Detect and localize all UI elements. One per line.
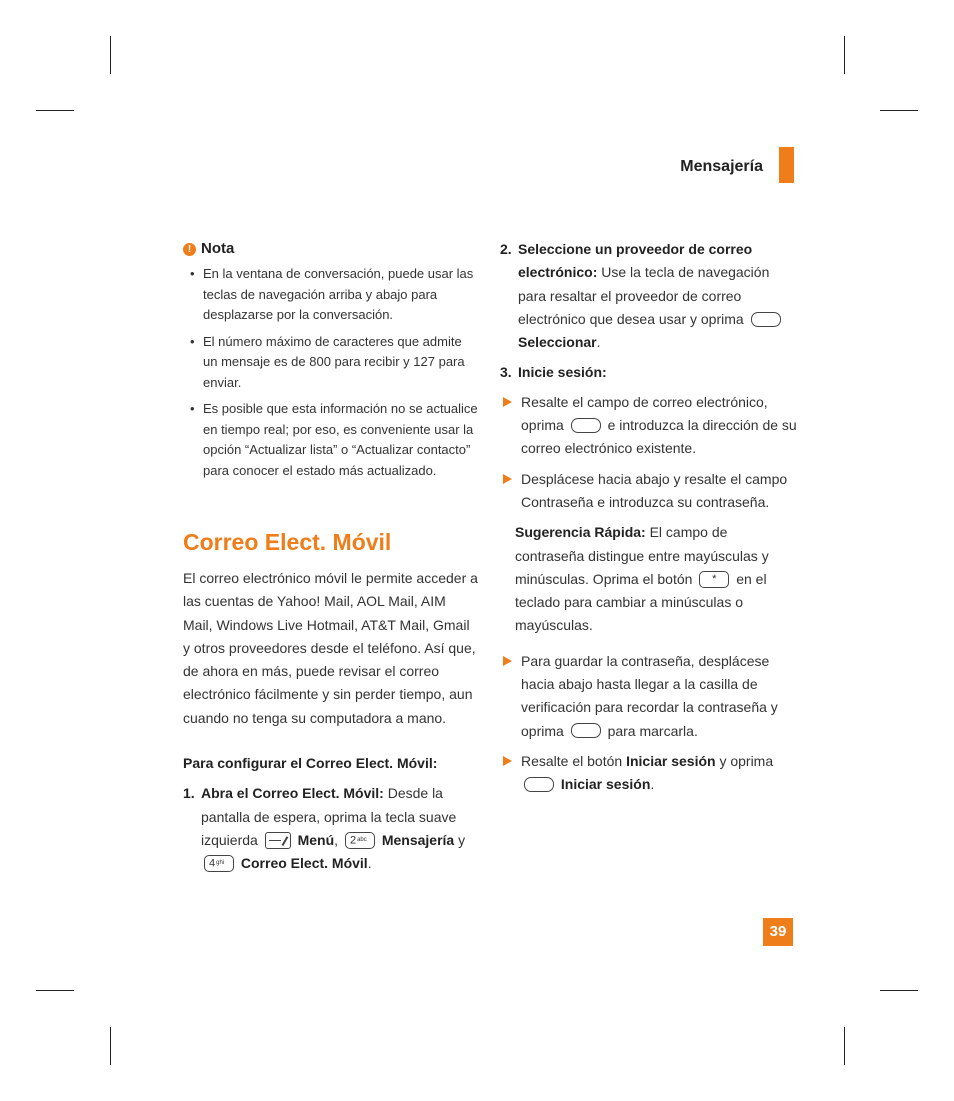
config-heading: Para configurar el Correo Elect. Móvil: <box>183 755 438 772</box>
mensajeria-label: Mensajería <box>381 831 455 848</box>
step-number: 3. <box>500 364 512 381</box>
crop-mark <box>880 110 918 111</box>
list-item: Resalte el botón Iniciar sesión y oprima Iniciar sesión. <box>500 750 800 797</box>
period: . <box>367 855 372 872</box>
seleccionar-label: Seleccionar <box>518 334 597 351</box>
menu-label: Menú <box>297 831 335 848</box>
step-title: Seleccione un proveedor de correo electrónico: <box>518 241 753 281</box>
step-title: Inicie sesión: <box>518 364 607 381</box>
ok-key-icon <box>751 312 781 327</box>
left-column <box>183 238 478 876</box>
note-item: • En la ventana de conversación, puede usar las teclas de navegación arriba y abajo para desplazarse por la conversación. <box>183 264 478 326</box>
list-item: Resalte el campo de correo electrónico, oprima e introduzca la dirección de su correo electrónico existente. <box>500 391 800 461</box>
section-title: Correo Elect. Móvil <box>183 529 392 555</box>
step-2: 2. Seleccione un proveedor de correo electrónico: Use la tecla de navegación para resaltar el proveedor de correo electrónico que desea usar y oprima Seleccionar. <box>500 238 800 354</box>
page-number: 39 <box>763 918 793 946</box>
crop-mark <box>110 36 111 74</box>
step-3 <box>500 361 800 384</box>
separator: , <box>334 831 342 848</box>
crop-mark <box>844 1027 845 1065</box>
note-heading <box>183 238 478 260</box>
crop-mark <box>844 36 845 74</box>
crop-mark <box>110 1027 111 1065</box>
login-steps <box>500 391 800 514</box>
key-2-icon: 2abc <box>345 832 375 849</box>
left-soft-key-icon <box>265 832 291 849</box>
intro-paragraph: El correo electrónico móvil le permite acceder a las cuentas de Yahoo! Mail, AOL Mail, AIM Mail, Windows Live Hotmail, AT&T Mail, Gmail y otros proveedores desde el teléfono. Así que, de ahora en más, puede revisar el correo electrónico fácilmente y sin perder tiempo, aun cuando no tenga su computadora a mano. <box>183 570 478 726</box>
crop-mark <box>36 990 74 991</box>
step-text: Desde la pantalla de espera, oprima la tecla suave izquierda <box>201 785 457 848</box>
list-item: Para guardar la contraseña, desplácese hacia abajo hasta llegar a la casilla de verificación para recordar la contraseña y oprima para marcarla. <box>500 650 800 743</box>
step-1 <box>183 782 478 875</box>
right-column <box>500 238 800 804</box>
chapter-tab <box>779 147 794 183</box>
ok-key-icon <box>571 418 601 433</box>
note-item: • Es posible que esta información no se actualice en tiempo real; por eso, es conveniente usar la opción “Actualizar lista” o “Actualizar contacto” para conocer el estado más actualizado. <box>183 399 478 481</box>
crop-mark <box>36 110 74 111</box>
step-number: 1. <box>183 785 195 802</box>
correo-label: Correo Elect. Móvil <box>240 855 368 872</box>
key-4-icon: 4ghi <box>204 855 234 872</box>
warning-icon: ! <box>183 243 196 256</box>
chapter-title: Mensajería <box>680 158 763 175</box>
ok-key-icon <box>524 777 554 792</box>
tip-title: Sugerencia Rápida: <box>515 524 646 541</box>
quick-tip: Sugerencia Rápida: El campo de contraseña distingue entre mayúsculas y minúsculas. Oprima el botón * en el teclado para cambiar a minúsculas o mayúsculas. <box>515 524 769 634</box>
conjunction: y <box>454 831 466 848</box>
step-title: Abra el Correo Elect. Móvil: <box>201 785 384 802</box>
step-number: 2. <box>500 241 512 257</box>
note-list <box>183 264 478 481</box>
note-item: • El número máximo de caracteres que admite un mensaje es de 800 para recibir y 127 para enviar. <box>183 332 478 394</box>
crop-mark <box>880 990 918 991</box>
star-key-icon: * <box>699 571 729 588</box>
login-steps-continued <box>500 650 800 797</box>
ok-key-icon <box>571 723 601 738</box>
step-text: Use la tecla de navegación para resaltar el proveedor de correo electrónico que desea usar y oprima <box>518 264 770 327</box>
note-title: Nota <box>201 240 235 258</box>
list-item: Desplácese hacia abajo y resalte el campo Contraseña e introduzca su contraseña. <box>500 468 800 515</box>
